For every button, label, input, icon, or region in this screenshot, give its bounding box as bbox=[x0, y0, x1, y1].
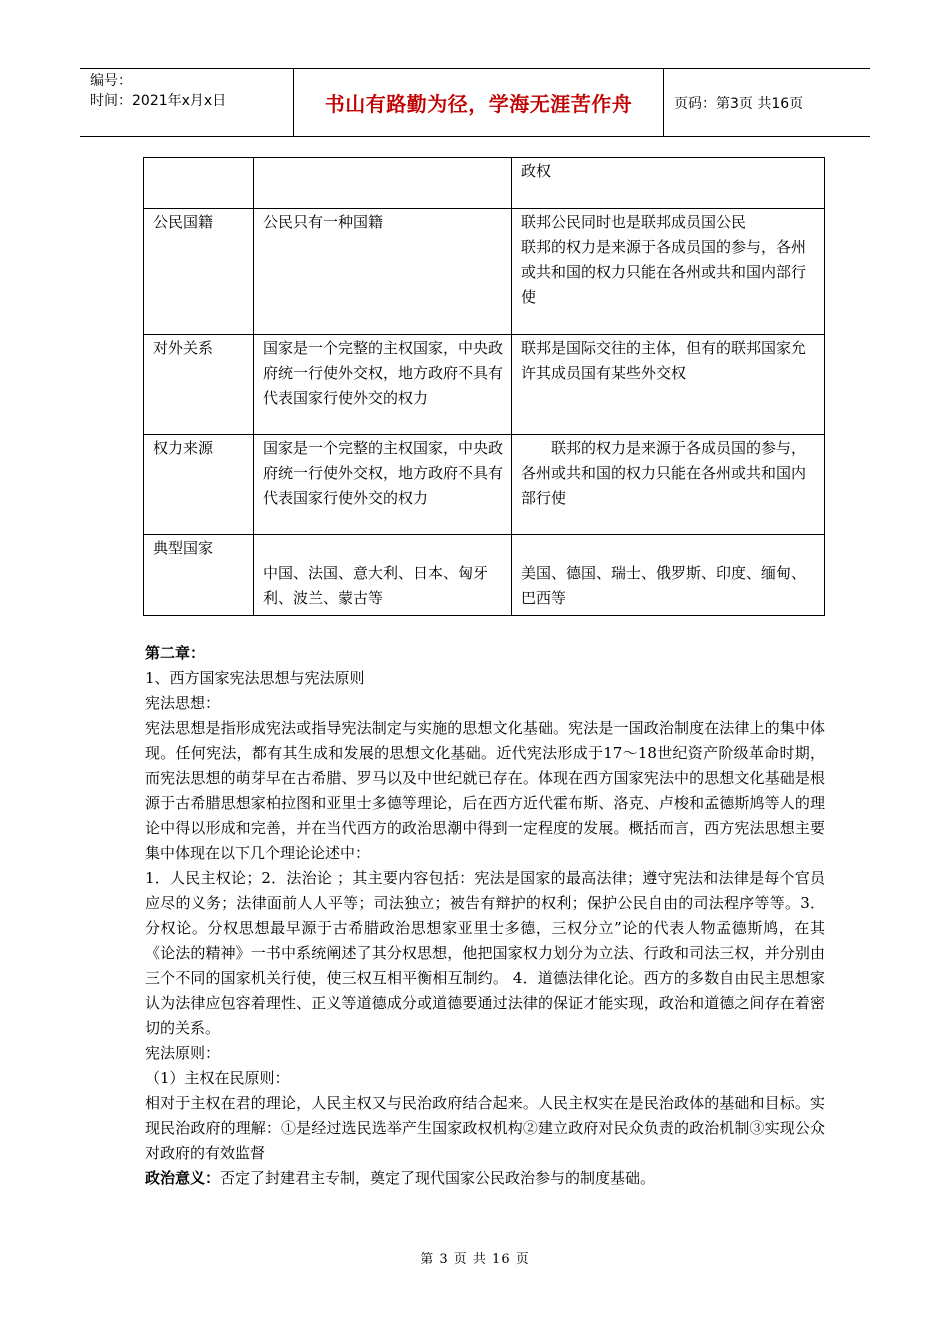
header-motto: 书山有路勤为径，学海无涯苦作舟 bbox=[324, 92, 633, 116]
chapter-heading: 第二章： bbox=[145, 644, 206, 662]
table-cell: 对外关系 bbox=[144, 335, 254, 435]
subsection-heading: 宪法原则： bbox=[145, 1044, 221, 1062]
table-cell bbox=[512, 158, 825, 209]
paragraph: 宪法思想是指形成宪法或指导宪法制定与实施的思想文化基础。宪法是一国政治制度在法律上的集中体现。任何宪法，都有其生成和发展的思想文化基础。近代宪法形成于17～18世纪资产阶级革命时期，而宪法思想的萌芽早在古希腊、罗马以及中世纪就已存在。体现在西方国家宪法中的思想文化基础是根源于古希腊思想家柏拉图和亚里士多德等理论，后在西方近代霍布斯、洛克、卢梭和孟德斯鸠等人的理论中得以形成和完善，并在当代西方的政治思潮中得到一定程度的发展。概括而言，西方宪法思想主要集中体现在以下几个理论论述中： bbox=[145, 719, 825, 862]
table-cell: 国家是一个完整的主权国家，中央政府统一行使外交权，地方政府不具有代表国家行使外交的权力 bbox=[254, 435, 512, 535]
table-cell-text: 美国、德国、瑞士、俄罗斯、印度、缅甸、巴西等 bbox=[521, 564, 807, 607]
table-cell: 国家是一个完整的主权国家，中央政府统一行使外交权，地方政府不具有代表国家行使外交的权力 bbox=[254, 335, 512, 435]
comparison-table bbox=[143, 157, 825, 616]
paragraph: 1．人民主权论；2．法治论 ；其主要内容包括：宪法是国家的最高法律；遵守宪法和法律是每个官员应尽的义务；法律面前人人平等；司法独立；被告有辩护的权利；保护公民自由的司法程序等等。3．分权论。分权思想最早源于古希腊政治思想家亚里士多德，三权分立”论的代表人物孟德斯鸠，在其《论法的精神》一书中系统阐述了其分权思想，他把国家权力划分为立法、行政和司法三权，并分别由三个不同的国家机关行使，使三权互相平衡相互制约。 4．道德法律化论。西方的多数自由民主思想家认为法律应包容着理性、正义等道德成分或道德要通过法律的保证才能实现，政治和道德之间存在着密切的关系。 bbox=[145, 869, 825, 1037]
table-cell: 公民只有一种国籍 bbox=[254, 209, 512, 335]
subsection-heading: 宪法思想： bbox=[145, 694, 221, 712]
table-cell: 公民国籍 bbox=[144, 209, 254, 335]
table-row bbox=[144, 335, 825, 435]
table-row bbox=[144, 435, 825, 535]
paragraph bbox=[145, 1166, 825, 1191]
table-cell: 典型国家 bbox=[144, 535, 254, 616]
table-cell bbox=[512, 335, 825, 435]
section-heading: 1、西方国家宪法思想与宪法原则 bbox=[145, 669, 365, 687]
header-time: 时间：2021年x月x日 bbox=[90, 93, 227, 109]
chapter-body bbox=[145, 641, 825, 1191]
header-motto-cell bbox=[294, 69, 664, 136]
header-number: 编号： bbox=[90, 73, 132, 89]
table-cell bbox=[254, 158, 512, 209]
page-footer: 第 3 页 共 16 页 bbox=[420, 1252, 530, 1267]
table-row bbox=[144, 209, 825, 335]
table-cell-text: 联邦的权力是来源于各成员国的参与，各州或共和国的权力只能在各州或共和国内部行使 bbox=[521, 439, 807, 507]
table-cell: 权力来源 bbox=[144, 435, 254, 535]
table-cell-text: 联邦的权力是来源于各成员国的参与，各州或共和国的权力只能在各州或共和国内部行使 bbox=[521, 238, 807, 306]
table-cell bbox=[144, 158, 254, 209]
table-row bbox=[144, 535, 825, 616]
table-row bbox=[144, 158, 825, 209]
table-cell-text: 政权 bbox=[521, 162, 552, 180]
table-cell bbox=[512, 209, 825, 335]
subsection-heading: （1）主权在民原则： bbox=[145, 1069, 290, 1087]
table-cell bbox=[512, 535, 825, 616]
table-cell-text: 联邦公民同时也是联邦成员国公民 bbox=[521, 213, 747, 231]
table-cell-text: 中国、法国、意大利、日本、匈牙利、波兰、蒙古等 bbox=[263, 564, 489, 607]
table-cell bbox=[512, 435, 825, 535]
table-cell-text: 联邦是国际交往的主体，但有的联邦国家允许其成员国有某些外交权 bbox=[521, 339, 807, 382]
header-meta bbox=[80, 69, 294, 136]
header-page-number: 页码：第3页 共16页 bbox=[674, 95, 804, 112]
table-cell bbox=[254, 535, 512, 616]
political-text: 否定了封建君主专制，奠定了现代国家公民政治参与的制度基础。 bbox=[220, 1169, 656, 1187]
header-page-cell bbox=[664, 69, 870, 136]
paragraph: 相对于主权在君的理论，人民主权又与民治政府结合起来。人民主权实在是民治政体的基础和目标。实现民治政府的理解：①是经过选民选举产生国家政权机构②建立政府对民众负责的政治机制③实现公众对政府的有效监督 bbox=[145, 1094, 825, 1162]
page-header bbox=[80, 68, 870, 137]
political-label: 政治意义： bbox=[145, 1169, 221, 1187]
